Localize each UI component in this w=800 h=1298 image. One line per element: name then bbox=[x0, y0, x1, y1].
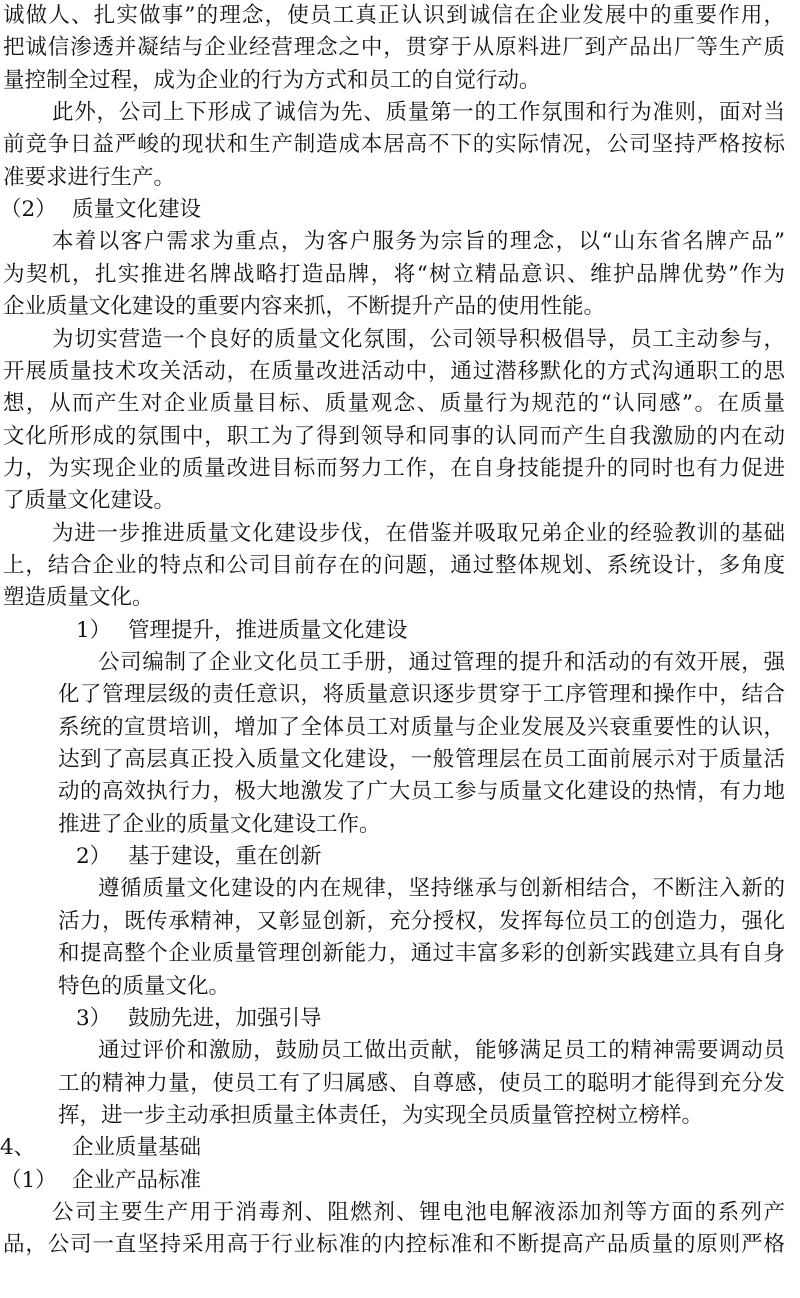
paragraph-line: 达到了高层真正投入质量文化建设，一般管理层在员工面前展示对于质量活 bbox=[58, 747, 785, 773]
heading-text: 管理提升，推进质量文化建设 bbox=[128, 617, 408, 643]
paragraph-line: 前竞争日益严峻的现状和生产制造成本居高不下的实际情况，公司坚持严格按标 bbox=[3, 132, 785, 158]
paragraph-line: 文化所形成的氛围中，职工为了得到领导和同事的认同而产生自我激励的内在动 bbox=[3, 423, 785, 449]
paragraph-line: 塑造质量文化。 bbox=[3, 585, 154, 611]
paragraph-line: 推进了企业的质量文化建设工作。 bbox=[58, 811, 381, 837]
paragraph-line: 此外，公司上下形成了诚信为先、质量第一的工作氛围和行为准则，面对当 bbox=[52, 100, 785, 126]
paragraph-line: 挥，进一步主动承担质量主体责任，为实现全员质量管控树立榜样。 bbox=[58, 1102, 704, 1128]
paragraph-line: 量控制全过程，成为企业的行为方式和员工的自觉行动。 bbox=[3, 67, 541, 93]
heading-number: 4、 bbox=[0, 1135, 36, 1161]
paragraph-line: 品，公司一直坚持采用高于行业标准的内控标准和不断提高产品质量的原则严格 bbox=[3, 1232, 785, 1258]
section-heading bbox=[76, 1003, 322, 1035]
paragraph-line: 企业质量文化建设的重要内容来抓，不断提升产品的使用性能。 bbox=[3, 294, 606, 320]
paragraph-line: 为进一步推进质量文化建设步伐，在借鉴并吸取兄弟企业的经验教训的基础 bbox=[52, 520, 785, 546]
paragraph-line: 活力，既传承精神，又彰显创新，充分授权，发挥每位员工的创造力，强化 bbox=[58, 908, 785, 934]
paragraph-line: 工的精神力量，使员工有了归属感、自尊感，使员工的聪明才能得到充分发 bbox=[58, 1070, 785, 1096]
heading-text: 质量文化建设 bbox=[72, 197, 202, 223]
paragraph-line: 准要求进行生产。 bbox=[3, 164, 176, 190]
section-heading bbox=[0, 1132, 201, 1164]
heading-number: 2） bbox=[76, 844, 112, 870]
paragraph-line: 为契机，扎实推进名牌战略打造品牌，将“树立精品意识、维护品牌优势”作为 bbox=[3, 261, 785, 287]
paragraph-line: 公司编制了企业文化员工手册，通过管理的提升和活动的有效开展，强 bbox=[98, 650, 785, 675]
paragraph-line: 开展质量技术攻关活动，在质量改进活动中，通过潜移默化的方式沟通职工的思 bbox=[3, 358, 785, 384]
paragraph-line: 本着以客户需求为重点，为客户服务为宗旨的理念，以“山东省名牌产品” bbox=[52, 229, 785, 255]
paragraph-line: 动的高效执行力，极大地激发了广大员工参与质量文化建设的热情，有力地 bbox=[58, 779, 785, 805]
heading-text: 基于建设，重在创新 bbox=[128, 844, 322, 870]
heading-text: 鼓励先进，加强引导 bbox=[128, 1005, 322, 1031]
paragraph-line: 系统的宣贯培训，增加了全体员工对质量与企业发展及兴衰重要性的认识， bbox=[58, 714, 785, 740]
section-heading bbox=[76, 841, 322, 873]
paragraph-line: 特色的质量文化。 bbox=[58, 973, 231, 999]
paragraph-line: 为切实营造一个良好的质量文化氛围，公司领导积极倡导，员工主动参与， bbox=[52, 326, 785, 352]
paragraph-line: 想，从而产生对企业质量目标、质量观念、质量行为规范的“认同感”。在质量 bbox=[3, 391, 785, 417]
heading-number: 1） bbox=[76, 617, 112, 643]
paragraph-line: 公司主要生产用于消毒剂、阻燃剂、锂电池电解液添加剂等方面的系列产 bbox=[52, 1199, 785, 1225]
heading-number: 3） bbox=[76, 1005, 112, 1031]
section-heading bbox=[0, 1165, 201, 1197]
heading-number: （2） bbox=[0, 197, 57, 223]
heading-text: 企业产品标准 bbox=[72, 1167, 202, 1193]
section-heading bbox=[0, 194, 201, 226]
paragraph-line: 了质量文化建设。 bbox=[3, 488, 176, 514]
paragraph-line: 上，结合企业的特点和公司目前存在的问题，通过整体规划、系统设计，多角度 bbox=[3, 552, 785, 578]
section-heading bbox=[76, 615, 408, 647]
paragraph-line: 诚做人、扎实做事”的理念，使员工真正认识到诚信在企业发展中的重要作用， bbox=[3, 3, 785, 28]
paragraph-line: 和提高整个企业质量管理创新能力，通过丰富多彩的创新实践建立具有自身 bbox=[58, 941, 785, 967]
paragraph-line: 把诚信渗透并凝结与企业经营理念之中，贯穿于从原料进厂到产品出厂等生产质 bbox=[3, 35, 785, 61]
paragraph-line: 遵循质量文化建设的内在规律，坚持继承与创新相结合，不断注入新的 bbox=[98, 876, 785, 902]
paragraph-line: 力，为实现企业的质量改进目标而努力工作，在自身技能提升的同时也有力促进 bbox=[3, 455, 785, 481]
paragraph-line: 通过评价和激励，鼓励员工做出贡献，能够满足员工的精神需要调动员 bbox=[98, 1038, 785, 1064]
heading-text: 企业质量基础 bbox=[72, 1135, 202, 1161]
heading-number: （1） bbox=[0, 1167, 57, 1193]
paragraph-line: 化了管理层级的责任意识，将质量意识逐步贯穿于工序管理和操作中，结合 bbox=[58, 682, 785, 708]
